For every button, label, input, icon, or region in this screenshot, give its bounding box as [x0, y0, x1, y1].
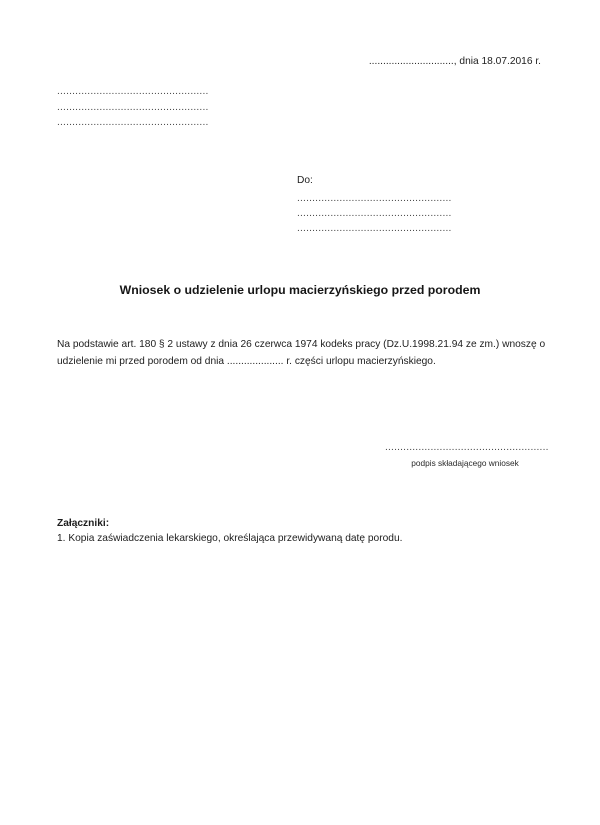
- sender-block: [57, 84, 209, 131]
- attachments-block: [57, 516, 402, 546]
- sender-fill-line: ..................................................: [57, 101, 209, 113]
- signature-line: ......................................................: [385, 442, 549, 453]
- body-line: Na podstawie art. 180 § 2 ustawy z dnia 26 czerwca 1974 kodeks pracy (Dz.U.1998.21.94 ze zm.) wnoszę o: [57, 339, 546, 350]
- sender-fill-line: ..................................................: [57, 117, 209, 128]
- recipient-fill-line: ...................................................: [297, 208, 452, 219]
- recipient-block: [297, 173, 452, 236]
- document-title: Wniosek o udzielenie urlopu macierzyńskiego przed porodem: [119, 283, 481, 297]
- body-paragraph: [57, 336, 551, 370]
- recipient-fill-line: ...................................................: [297, 223, 452, 234]
- attachment-item: 1. Kopia zaświadczenia lekarskiego, określająca przewidywaną datę porodu.: [57, 533, 403, 544]
- signature-caption: podpis składającego wniosek: [411, 458, 519, 468]
- recipient-label: Do:: [297, 175, 313, 186]
- recipient-fill-line: ...................................................: [297, 193, 452, 204]
- signature-block: [385, 441, 549, 470]
- sender-fill-line: ..................................................: [57, 86, 209, 97]
- body-line: udzielenie mi przed porodem od dnia .................... r. części urlopu macierzyńskiego.: [57, 356, 436, 368]
- date-line: .............................., dnia 18.07.2016 r.: [368, 56, 541, 67]
- attachments-heading: Załączniki:: [57, 518, 110, 529]
